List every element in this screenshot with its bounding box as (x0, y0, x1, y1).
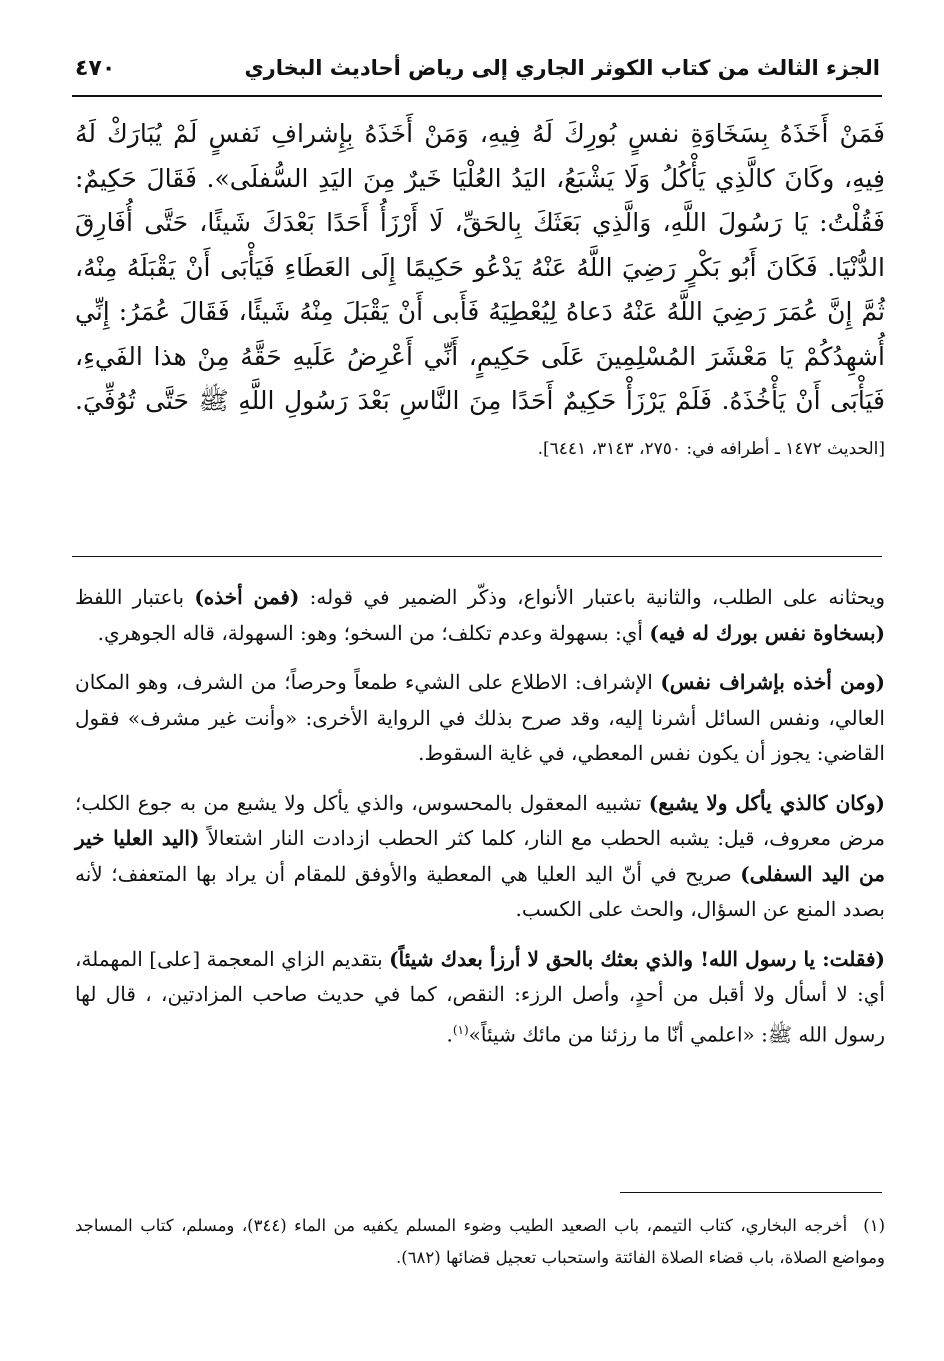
commentary-text: باعتبار اللفظ (75, 585, 195, 609)
commentary-text: . (446, 1022, 453, 1047)
commentary-paragraph-3 (75, 786, 885, 928)
commentary-text: الإشراف: الاطلاع على الشيء طمعاً وحرصاً؛ من الشرف، وهو المكان العالي، ونفس السائل أشرنا إليه، وقد صرح بذلك في الرواية الأخرى: «وأنت غير مشرف» فقول القاضي: يجوز أن يكون نفس المعطي، في غاية السقوط. (75, 670, 885, 765)
header-rule (72, 95, 882, 97)
footnote-number: (١) (863, 1216, 885, 1235)
commentary-text: تشبيه المعقول بالمحسوس، والذي يأكل ولا يشبع من به جوع الكلب؛ مرض معروف، قيل: يشبه الحطب مع النار، كلما كثر الحطب ازدادت النار اشتعالاً (75, 790, 885, 850)
commentary-text: صريح في أنّ اليد العليا هي المعطية والأوفق للمقام أن يراد بها المتعفف؛ لأنه بصدد المنع عن السؤال، والحث على الكسب. (75, 861, 885, 921)
quoted-phrase: (فمن أخذه) (194, 585, 300, 609)
footnote-text: أخرجه البخاري، كتاب التيمم، باب الصعيد الطيب وضوء المسلم يكفيه من الماء (٣٤٤)، ومسلم، كتاب المساجد ومواضع الصلاة، باب قضاء الصلاة الفائتة واستحباب تعجيل قضائها (٦٨٢). (75, 1216, 885, 1267)
section-divider (72, 556, 882, 557)
running-title: الجزء الثالث من كتاب الكوثر الجاري إلى رياض أحاديث البخاري (244, 56, 880, 80)
page-number: ٤٧٠ (75, 56, 116, 81)
footnote (75, 1210, 885, 1274)
quoted-phrase: (ومن أخذه بإشراف نفس) (660, 670, 886, 694)
commentary-paragraph-2 (75, 665, 885, 772)
quoted-phrase: (وكان كالذي يأكل ولا يشبع) (648, 790, 885, 815)
footnote-rule (620, 1192, 882, 1193)
commentary-paragraph-4 (75, 942, 885, 1053)
hadith-reference: [الحديث ١٤٧٢ ـ أطرافه في: ٢٧٥٠، ٣١٤٣، ٦٤٤١]. (537, 438, 885, 459)
commentary-text: ويحثانه على الطلب، والثانية باعتبار الأنواع، وذكّر الضمير في قوله: (299, 585, 885, 609)
hadith-body: فَمَنْ أَخَذَهُ بِسَخَاوَةِ نفسٍ بُورِكَ لَهُ فِيهِ، وَمَنْ أَخَذَهُ بِإِشرافِ نَفسٍ لَمْ يُبَارَكْ لَهُ فِيهِ، وكَانَ كالَّذِي يَأْكُلُ وَلَا يَشْبَعُ، اليَدُ العُلْيَا خَيرٌ مِنَ اليَدِ السُّفلَى». فَقَالَ حَكِيمٌ: فَقُلْتُ: يَا رَسُولَ اللَّهِ، وَالَّذِي بَعَثَكَ بِالحَقِّ، لَا أَرْزَأُ أَحَدًا بَعْدَكَ شَيئًا، حَتَّى أُفَارِقَ الدُّنْيَا. فَكَانَ أَبُو بَكْرٍ رَضِيَ اللَّهُ عَنْهُ يَدْعُو حَكِيمًا إِلَى العَطَاءِ فَيَأْبَى أَنْ يَقْبَلَهُ مِنْهُ، ثُمَّ إِنَّ عُمَرَ رَضِيَ اللَّهُ عَنْهُ دَعاهُ لِيُعْطِيَهُ فَأَبى أَنْ يَقْبَلَ مِنْهُ شَيئًا، فَقَالَ عُمَرُ: إِنِّي أُشهِدُكُمْ يَا مَعْشَرَ المُسْلِمِينَ عَلَى حَكِيمٍ، أَنِّي أَعْرِضُ عَلَيهِ حَقَّهُ مِنْ هذا الفَيءِ، فَيَأْبَى أَنْ يَأْخُذَهُ. فَلَمْ يَرْزَأْ حَكِيمٌ أَحَدًا مِنَ النَّاسِ بَعْدَ رَسُولِ اللَّهِ ﷺ حَتَّى تُوُفِّيَ. (75, 119, 885, 415)
quoted-phrase: (فقلت: يا رسول الله! والذي بعثك بالحق لا أرزأ بعدك شيئاً) (389, 946, 885, 971)
commentary (75, 580, 885, 1067)
commentary-paragraph-1 (75, 580, 885, 651)
commentary-text: أي: بسهولة وعدم تكلف؛ من السخو؛ وهو: السهولة، قاله الجوهري. (97, 620, 650, 645)
page-header (75, 52, 880, 92)
quoted-phrase: (اليد العليا خير من اليد السفلى) (75, 826, 885, 886)
hadith-text (75, 112, 885, 471)
commentary-text: بتقديم الزاي المعجمة [على] المهملة، أي: لا أسأل ولا أقبل من أحدٍ، وأصل الرزء: النقص، كما في حديث صاحب المزادتين، ، قال لها رسول الله ﷺ: «اعلمي أنّا ما رزئنا من مائك شيئاً» (75, 946, 885, 1047)
footnote-marker: (١) (452, 1022, 469, 1037)
quoted-phrase: (بسخاوة نفس بورك له فيه) (649, 620, 885, 645)
